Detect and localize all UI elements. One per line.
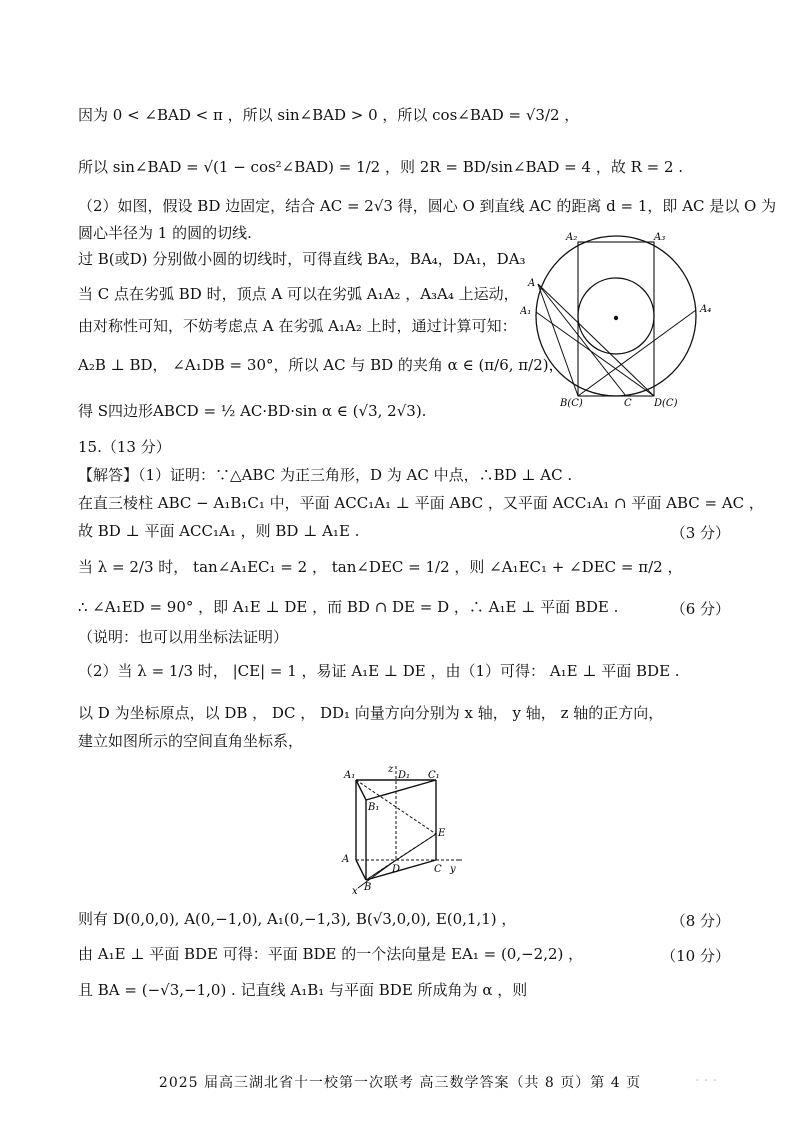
line-4: 圆心半径为 1 的圆的切线. <box>78 224 252 242</box>
label-a4: A₄ <box>700 304 712 315</box>
prism-figure <box>338 762 478 894</box>
prism-b1: B₁ <box>368 802 380 813</box>
line-21: 由 A₁E ⊥ 平面 BDE 可得：平面 BDE 的一个法向量是 EA₁ = (0,−2,2) ， <box>78 945 584 963</box>
circle-figure <box>520 228 720 408</box>
line-7: 由对称性可知，不妨考虑点 A 在劣弧 A₁A₂ 上时，通过计算可知： <box>78 317 517 335</box>
line-2: 所以 sin∠BAD = √(1 − cos²∠BAD) = 1/2 ，则 2R = BD/sin∠BAD = 4 ，故 R = 2 . <box>78 158 684 176</box>
line-12: 在直三棱柱 ABC − A₁B₁C₁ 中，平面 ACC₁A₁ ⊥ 平面 ABC ，又平面 ACC₁A₁ ∩ 平面 ABC = AC ， <box>78 494 764 512</box>
label-bc: B(C) <box>560 398 583 408</box>
line-1: 因为 0 < ∠BAD < π ，所以 sin∠BAD > 0 ，所以 cos∠BAD = √3/2 ， <box>78 106 580 124</box>
line-18: 以 D 为坐标原点，以 DB ， DC ， DD₁ 向量方向分别为 x 轴， y 轴， z 轴的正方向， <box>78 704 664 722</box>
line-17: （2）当 λ = 1/3 时， |CE| = 1 ，易证 A₁E ⊥ DE ，由（1）可得： A₁E ⊥ 平面 BDE . <box>78 662 680 680</box>
prism-a1: A₁ <box>344 770 356 781</box>
prism-y: y <box>450 864 456 875</box>
line-14: 当 λ = 2/3 时， tan∠A₁EC₁ = 2 ， tan∠DEC = 1/2 ，则 ∠A₁EC₁ + ∠DEC = π/2 ， <box>78 558 683 576</box>
prism-c: C <box>434 864 442 875</box>
prism-c1: C₁ <box>428 770 440 781</box>
line-11: 【解答】（1）证明：∵△ABC 为正三角形，D 为 AC 中点，∴BD ⊥ AC . <box>78 466 573 484</box>
score-10: （10 分） <box>661 947 730 965</box>
label-a1: A₁ <box>520 306 532 317</box>
line-13: 故 BD ⊥ 平面 ACC₁A₁ ，则 BD ⊥ A₁E . <box>78 522 360 540</box>
line-16: （说明：也可以用坐标法证明） <box>78 628 289 646</box>
prism-z: z <box>388 764 394 775</box>
line-6: 当 C 点在劣弧 BD 时，顶点 A 可以在劣弧 A₁A₂ ，A₃A₄ 上运动， <box>78 285 519 303</box>
line-19: 建立如图所示的空间直角坐标系， <box>78 732 304 750</box>
prism-x: x <box>352 886 358 894</box>
prism-d1: D₁ <box>398 770 411 781</box>
line-22: 且 BA = (−√3,−1,0) . 记直线 A₁B₁ 与平面 BDE 所成角为 α ，则 <box>78 981 528 999</box>
prism-e: E <box>438 828 446 839</box>
line-10: 15.（13 分） <box>78 438 171 456</box>
score-6: （6 分） <box>670 600 730 618</box>
prism-a: A <box>342 854 350 865</box>
line-3: （2）如图，假设 BD 边固定，结合 AC = 2√3 得，圆心 O 到直线 AC 的距离 d = 1，即 AC 是以 O 为 <box>78 197 777 215</box>
prism-d: D <box>392 864 401 875</box>
label-c: C <box>624 398 632 408</box>
line-9: 得 S四边形ABCD = ½ AC·BD·sin α ∈ (√3, 2√3). <box>78 402 427 420</box>
label-a2: A₂ <box>566 232 578 243</box>
line-5: 过 B(或D) 分别做小圆的切线时，可得直线 BA₂，BA₄，DA₁，DA₃ <box>78 250 526 268</box>
prism-b: B <box>364 882 372 893</box>
label-a3: A₃ <box>654 232 666 243</box>
label-dc: D(C) <box>654 398 678 408</box>
score-3: （3 分） <box>670 524 730 542</box>
line-20: 则有 D(0,0,0), A(0,−1,0), A₁(0,−1,3), B(√3,0,0), E(0,1,1) ， <box>78 910 517 928</box>
line-8: A₂B ⊥ BD， ∠A₁DB = 30°，所以 AC 与 BD 的夹角 α ∈ (π/6, π/2)， <box>78 356 564 374</box>
label-a: A <box>528 278 536 289</box>
page-footer: 2025 届高三湖北省十一校第一次联考 高三数学答案（共 8 页）第 4 页 <box>158 1075 642 1091</box>
scan-artifact: · · · <box>695 1073 718 1089</box>
line-15: ∴ ∠A₁ED = 90° ，即 A₁E ⊥ DE ，而 BD ∩ DE = D ，∴ A₁E ⊥ 平面 BDE . <box>78 598 619 616</box>
score-8: （8 分） <box>670 912 730 930</box>
